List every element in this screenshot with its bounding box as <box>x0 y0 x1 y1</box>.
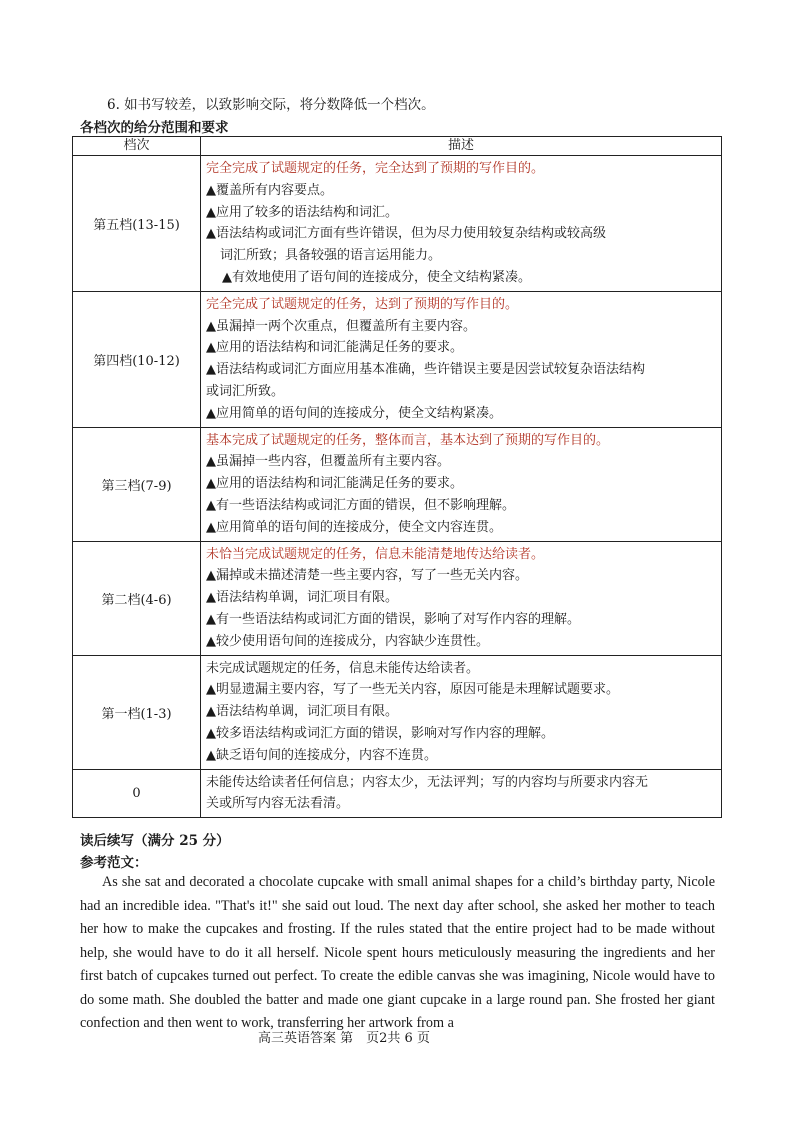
header-level: 档次 <box>73 137 201 156</box>
criterion-line: ▲较少使用语句间的连接成分，内容缺少连贯性。 <box>206 633 489 649</box>
description-cell <box>201 291 722 427</box>
criterion-line: ▲应用的语法结构和词汇能满足任务的要求。 <box>206 340 463 356</box>
criterion-line: ▲语法结构单调，词汇项目有限。 <box>206 590 398 606</box>
rubric-table <box>72 136 722 818</box>
description-cell <box>201 655 722 769</box>
summary-line: 完全完成了试题规定的任务，达到了预期的写作目的。 <box>206 296 519 312</box>
header-description: 描述 <box>201 137 722 156</box>
criterion-line: ▲语法结构或词汇方面有些许错误，但为尽力使用较复杂结构或较高级 <box>206 226 606 242</box>
criterion-line: ▲应用的语法结构和词汇能满足任务的要求。 <box>206 476 463 492</box>
criterion-line: ▲语法结构或词汇方面应用基本准确，些许错误主要是因尝试较复杂语法结构 <box>206 362 645 378</box>
level-cell: 第四档(10-12) <box>73 291 201 427</box>
criterion-line: 或词汇所致。 <box>206 383 285 399</box>
summary-line: 未完成试题规定的任务，信息未能传达给读者。 <box>206 660 480 676</box>
table-row <box>73 427 722 541</box>
summary-line: 完全完成了试题规定的任务，完全达到了预期的写作目的。 <box>206 161 545 176</box>
level-cell: 0 <box>73 769 201 818</box>
criterion-line: ▲明显遗漏主要内容，写了一些无关内容，原因可能是未理解试题要求。 <box>206 682 619 698</box>
criterion-line: ▲有效地使用了语句间的连接成分，使全文结构紧凑。 <box>222 269 531 285</box>
description-cell <box>201 156 722 292</box>
criterion-line: ▲语法结构单调，词汇项目有限。 <box>206 704 398 720</box>
reference-essay: As she sat and decorated a chocolate cupcake with small animal shapes for a child’s birthday party, Nicole had an incredible idea. "That's it!" she said out loud. The next day after school, she asked her mother to teach her how to make the cupcakes and frosting. If the rules stated that the entire project had to be made without help, she would have to do it all herself. Nicole spent hours meticulously measuring the ingredients and her first batch of cupcakes turned out perfect. To create the edible canvas she was imagining, Nicole would have to do some math. She doubled the batter and made one giant cupcake in a large round pan. She frosted her giant confection and then went to work, transferring her artwork from a <box>80 874 715 1031</box>
criterion-line: ▲漏掉或未描述清楚一些主要内容，写了一些无关内容。 <box>206 568 528 584</box>
reference-label: 参考范文： <box>80 855 148 871</box>
criterion-line: ▲虽漏掉一两个次重点，但覆盖所有主要内容。 <box>206 318 476 334</box>
table-row <box>73 655 722 769</box>
criterion-line: ▲应用了较多的语法结构和词汇。 <box>206 204 398 220</box>
criterion-line: ▲覆盖所有内容要点。 <box>206 182 333 198</box>
criterion-line: 词汇所致；具备较强的语言运用能力。 <box>220 248 442 264</box>
level-cell: 第一档(1-3) <box>73 655 201 769</box>
summary-line: 未恰当完成试题规定的任务，信息未能清楚地传达给读者。 <box>206 546 545 562</box>
description-cell <box>201 427 722 541</box>
table-header-row <box>73 137 722 156</box>
criterion-line: ▲较多语法结构或词汇方面的错误，影响对写作内容的理解。 <box>206 725 554 741</box>
criterion-line: ▲缺乏语句间的连接成分，内容不连贯。 <box>206 747 437 763</box>
criterion-line: 未能传达给读者任何信息；内容太少，无法评判；写的内容均与所要求内容无 <box>206 774 649 790</box>
section-title: 各档次的给分范围和要求 <box>80 120 229 136</box>
table-row <box>73 769 722 818</box>
criterion-line: ▲应用简单的语句间的连接成分，使全文结构紧凑。 <box>206 405 502 421</box>
essay-section-title: 读后续写（满分 25 分） <box>80 833 230 849</box>
criterion-line: ▲有一些语法结构或词汇方面的错误，影响了对写作内容的理解。 <box>206 611 580 627</box>
table-row <box>73 291 722 427</box>
level-cell: 第五档(13-15) <box>73 156 201 292</box>
table-row <box>73 156 722 292</box>
grading-note: 6. 如书写较差，以致影响交际，将分数降低一个档次。 <box>107 97 435 113</box>
page-footer: 高三英语答案 第 页2共 6 页 <box>258 1031 430 1046</box>
criterion-line: 关或所写内容无法看清。 <box>206 796 350 812</box>
description-cell <box>201 769 722 818</box>
criterion-line: ▲有一些语法结构或词汇方面的错误，但不影响理解。 <box>206 497 515 513</box>
table-row <box>73 541 722 655</box>
level-cell: 第三档(7-9) <box>73 427 201 541</box>
summary-line: 基本完成了试题规定的任务，整体而言，基本达到了预期的写作目的。 <box>206 432 610 448</box>
criterion-line: ▲应用简单的语句间的连接成分，使全文内容连贯。 <box>206 519 502 535</box>
description-cell <box>201 541 722 655</box>
criterion-line: ▲虽漏掉一些内容，但覆盖所有主要内容。 <box>206 454 450 470</box>
level-cell: 第二档(4-6) <box>73 541 201 655</box>
